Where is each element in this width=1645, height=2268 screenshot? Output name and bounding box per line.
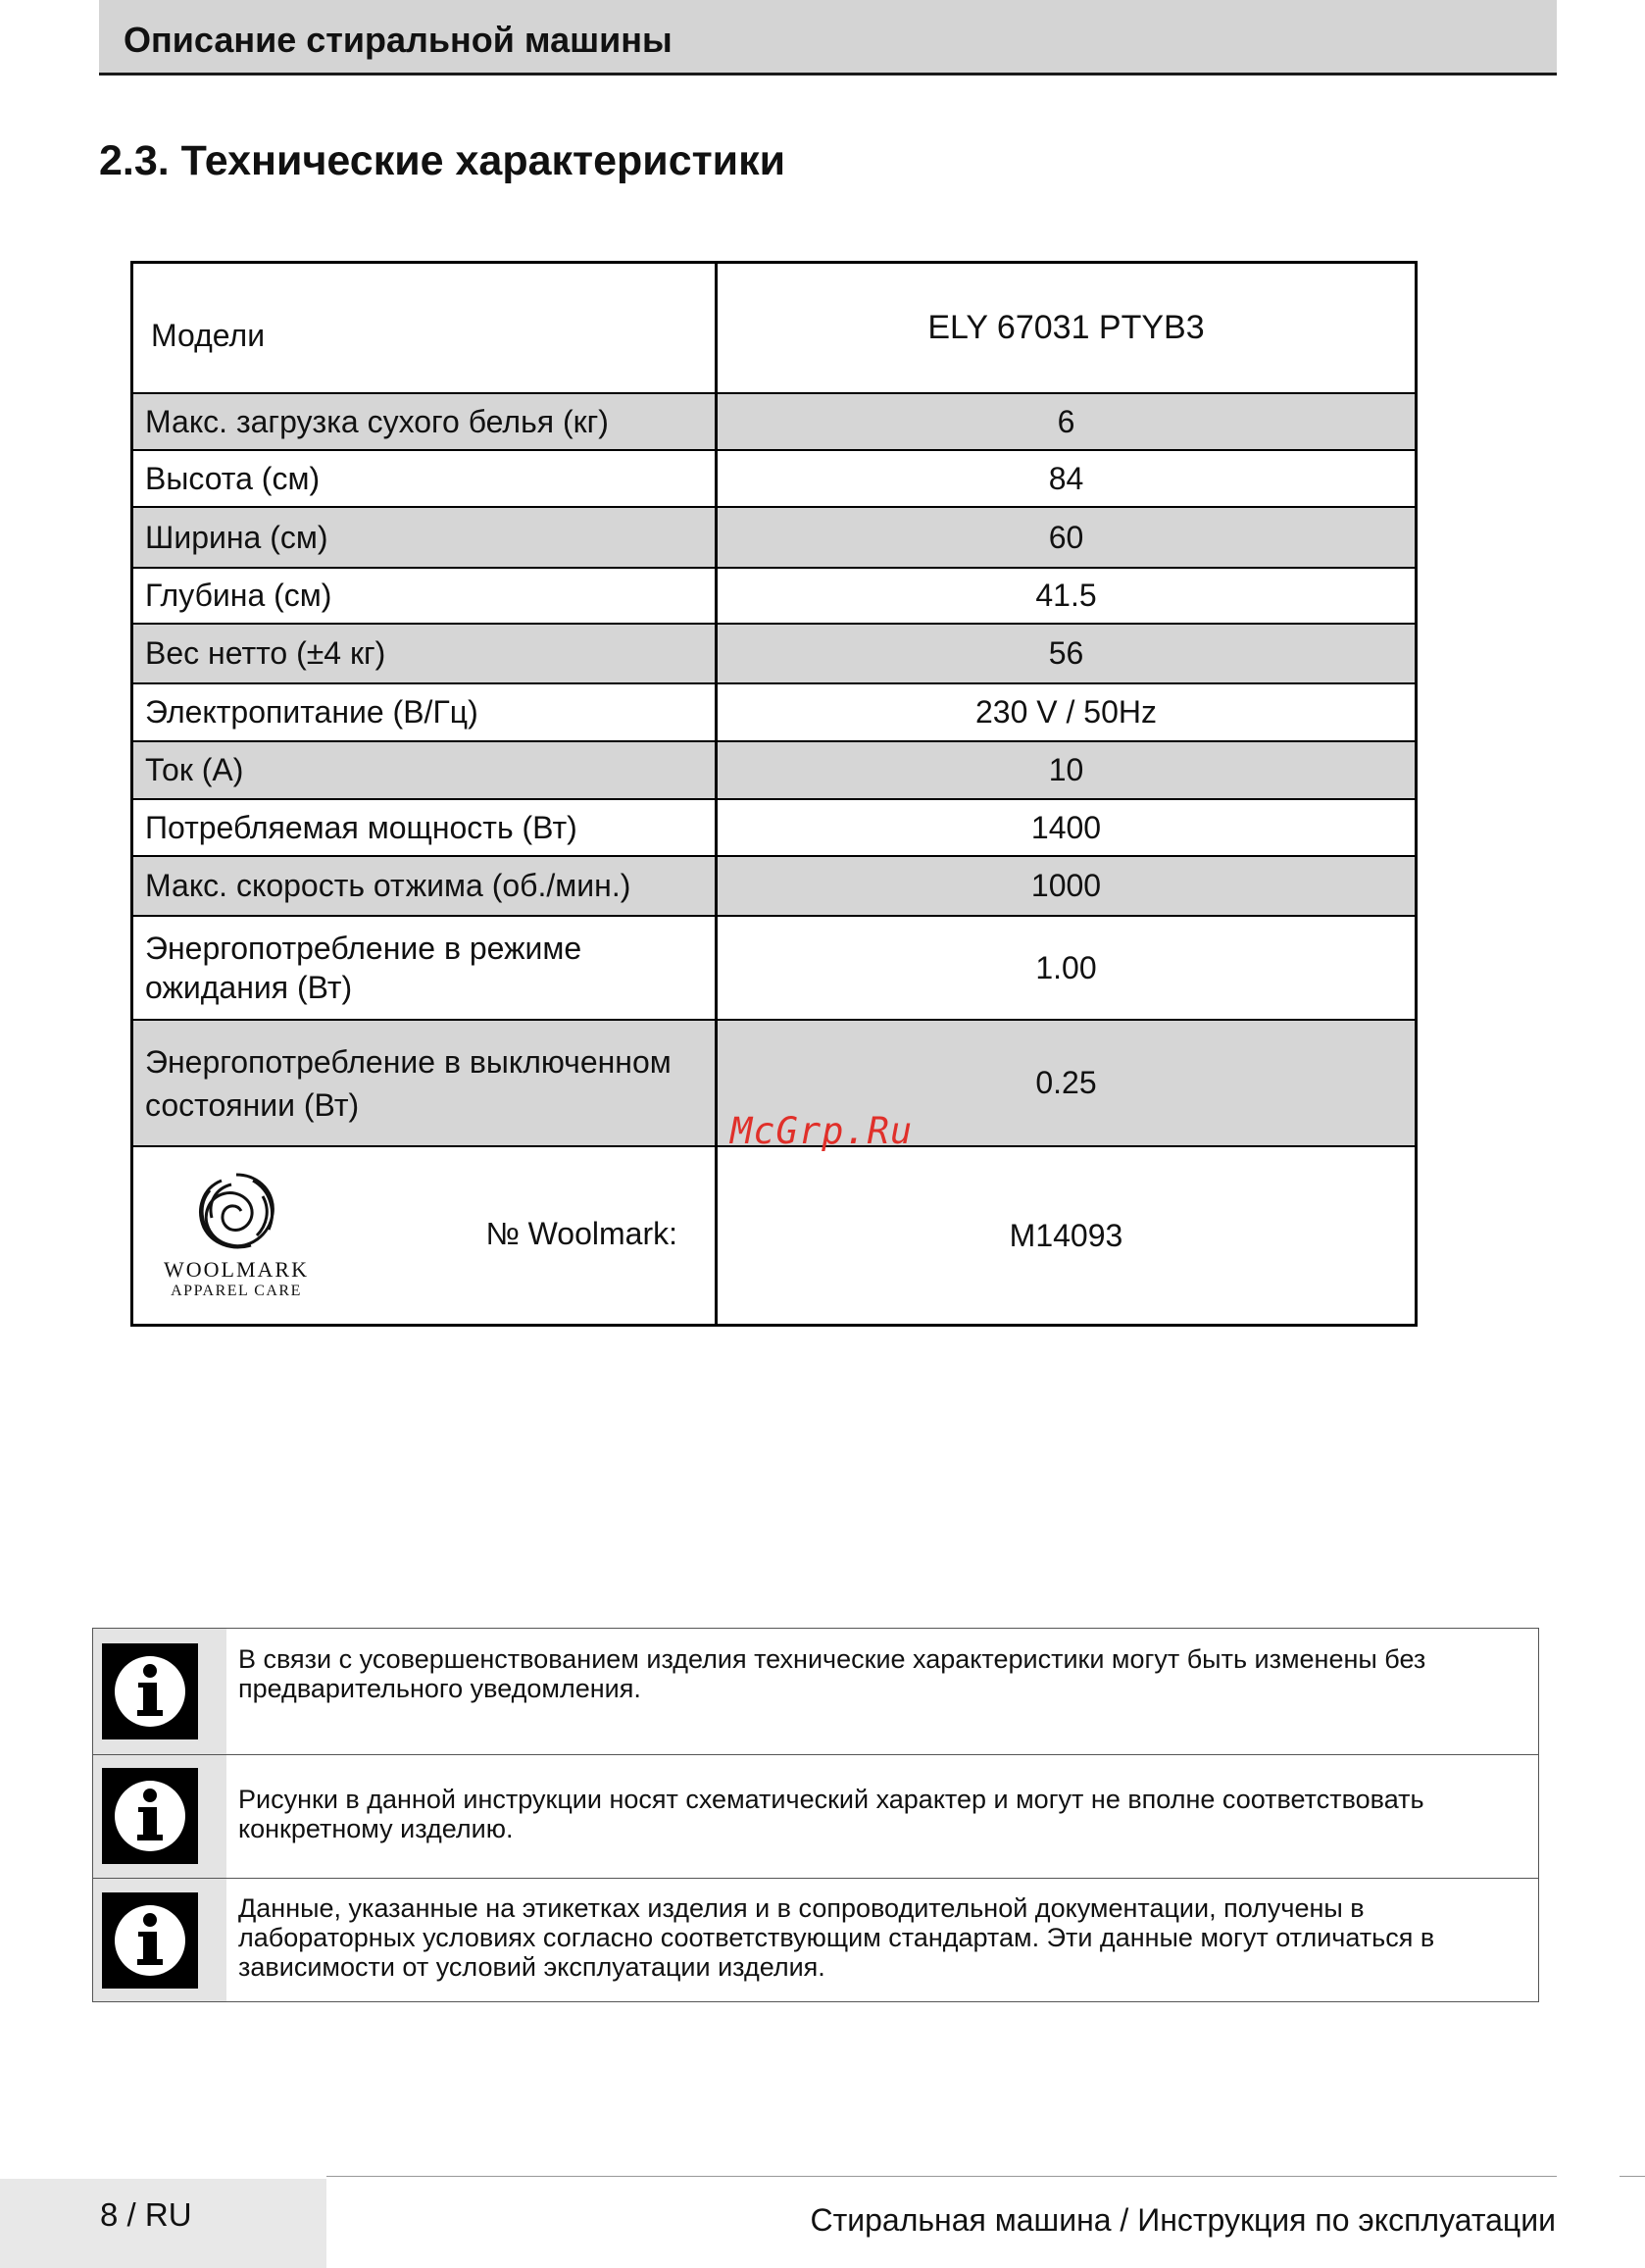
spec-value: 6 <box>717 393 1417 450</box>
spec-label: Глубина (см) <box>132 568 717 624</box>
model-label: Модели <box>132 263 717 394</box>
note-text: Данные, указанные на этикетках изделия и в сопроводительной документации, получены в лабораторных условиях согласно соответствующим стандартам. Эти данные могут отличаться в зависимости от условий эксплуатации изделия. <box>238 1893 1435 1982</box>
table-row <box>132 450 1417 507</box>
woolmark-icon <box>163 1167 310 1257</box>
note-text: Рисунки в данной инструкции носят схематический характер и могут не вполне соответствовать конкретному изделию. <box>238 1785 1424 1843</box>
info-icon <box>102 1768 198 1864</box>
spec-table <box>130 261 1418 1327</box>
spec-label: Вес нетто (±4 кг) <box>132 624 717 683</box>
page-number: 8 / RU <box>100 2196 192 2233</box>
woolmark-logo-subtext: APPAREL CARE <box>171 1283 302 1299</box>
info-note <box>93 1629 1538 1754</box>
table-row <box>132 741 1417 799</box>
spec-value: 1000 <box>717 856 1417 916</box>
table-row <box>132 856 1417 916</box>
spec-label: Ширина (см) <box>132 507 717 568</box>
spec-value: 41.5 <box>717 568 1417 624</box>
spec-label: Макс. скорость отжима (об./мин.) <box>132 856 717 916</box>
info-icon <box>102 1643 198 1739</box>
table-row <box>132 916 1417 1020</box>
table-row-model <box>132 263 1417 394</box>
spec-value: 230 V / 50Hz <box>717 683 1417 741</box>
spec-value: 1400 <box>717 799 1417 856</box>
footer-divider <box>326 2176 1557 2177</box>
spec-value: 10 <box>717 741 1417 799</box>
spec-value: 1.00 <box>717 916 1417 1020</box>
header-title: Описание стиральной машины <box>124 20 673 60</box>
footer-divider <box>1620 2176 1645 2177</box>
model-value: ELY 67031 PTYB3 <box>717 263 1417 394</box>
spec-value: 56 <box>717 624 1417 683</box>
note-text: В связи с усовершенствованием изделия технические характеристики могут быть изменены без предварительного уведомления. <box>238 1644 1426 1703</box>
info-note <box>93 1878 1538 2001</box>
spec-value: 60 <box>717 507 1417 568</box>
spec-label: Потребляемая мощность (Вт) <box>132 799 717 856</box>
spec-label: Электропитание (В/Гц) <box>132 683 717 741</box>
table-row <box>132 568 1417 624</box>
spec-value: 84 <box>717 450 1417 507</box>
info-icon-cell <box>93 1629 226 1754</box>
spec-label: Энергопотребление в режиме ожидания (Вт) <box>132 916 717 1020</box>
woolmark-logo <box>163 1167 310 1304</box>
table-row <box>132 393 1417 450</box>
spec-label: Ток (A) <box>132 741 717 799</box>
woolmark-cell <box>132 1146 717 1326</box>
section-title: 2.3. Технические характеристики <box>99 137 786 184</box>
watermark: McGrp.Ru <box>730 1110 914 1152</box>
footer-title: Стиральная машина / Инструкция по эксплуатации <box>810 2202 1556 2238</box>
table-row-woolmark <box>132 1146 1417 1326</box>
woolmark-label: № Woolmark: <box>485 1216 677 1251</box>
woolmark-logo-text: WOOLMARK <box>164 1257 309 1282</box>
spec-label: Энергопотребление в выключенном состоянии (Вт) <box>132 1020 717 1146</box>
info-notes <box>92 1628 1539 2002</box>
table-row <box>132 683 1417 741</box>
spec-value: 0.25 <box>717 1020 1417 1146</box>
woolmark-value: M14093 <box>717 1146 1417 1326</box>
table-row <box>132 507 1417 568</box>
info-icon-cell <box>93 1755 226 1878</box>
spec-label: Высота (см) <box>132 450 717 507</box>
info-icon <box>102 1892 198 1989</box>
table-row <box>132 799 1417 856</box>
header-bar <box>99 0 1557 76</box>
spec-label: Макс. загрузка сухого белья (кг) <box>132 393 717 450</box>
info-note <box>93 1754 1538 1878</box>
table-row <box>132 624 1417 683</box>
info-icon-cell <box>93 1879 226 2001</box>
